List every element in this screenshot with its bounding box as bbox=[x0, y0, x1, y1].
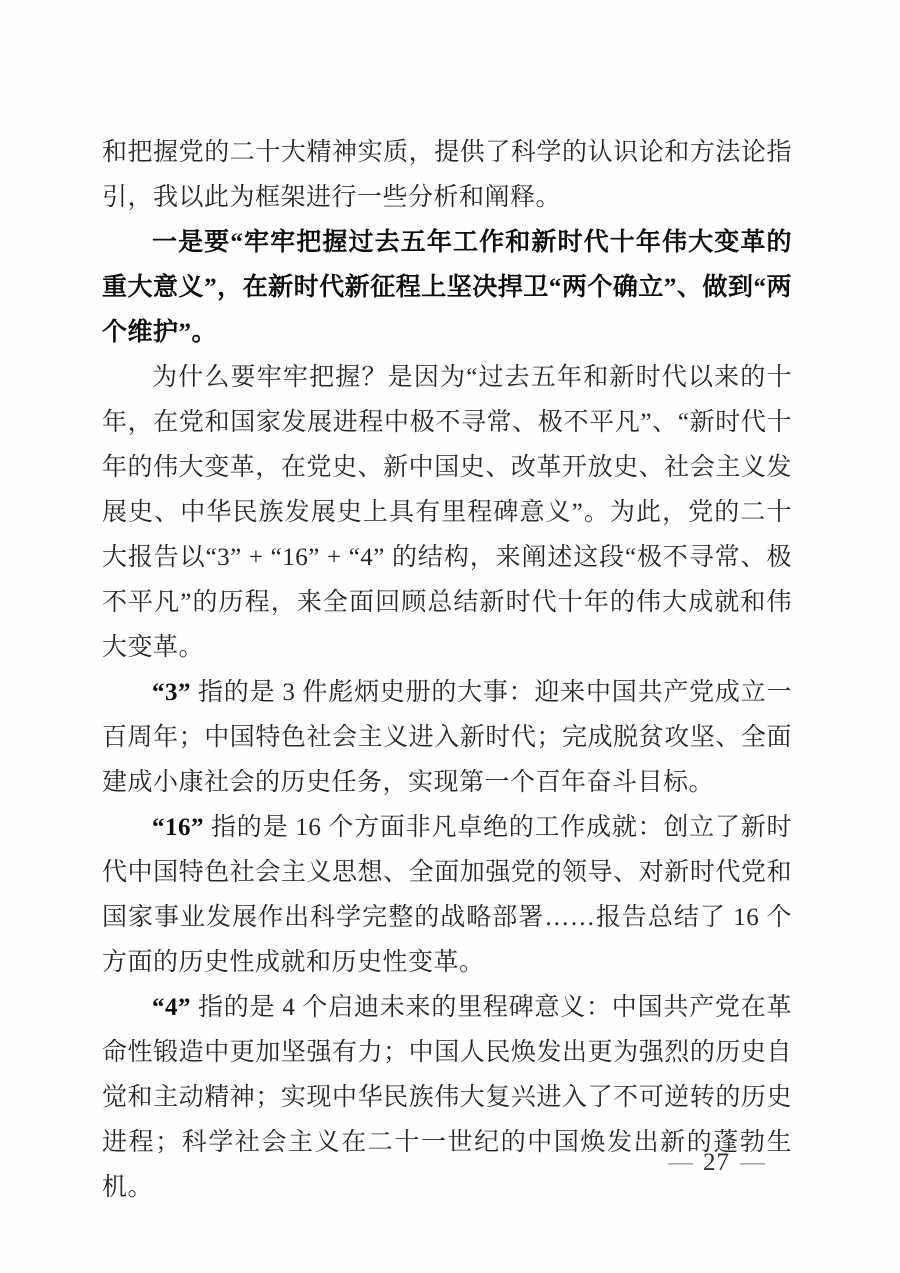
paragraph-sixteen-text: 指的是 16 个方面非凡卓绝的工作成就：创立了新时代中国特色社会主义思想、全面加强党的领导、对新时代党和国家事业发展作出科学完整的战略部署……报告总结了 16 个方面的历史性成就和历史性变革。 bbox=[102, 814, 792, 976]
paragraph-sixteen bbox=[102, 805, 792, 985]
paragraph-four-text: 指的是 4 个启迪未来的里程碑意义：中国共产党在革命性锻造中更加坚强有力；中国人民焕发出更为强烈的历史自觉和主动精神；实现中华民族伟大复兴进入了不可逆转的历史进程；科学社会主义在二十一世纪的中国焕发出新的蓬勃生机。 bbox=[102, 994, 792, 1201]
paragraph-four-lead: “4” bbox=[152, 994, 199, 1021]
paragraph-continuation: 和把握党的二十大精神实质，提供了科学的认识论和方法论指引，我以此为框架进行一些分析和阐释。 bbox=[102, 139, 792, 211]
document-body bbox=[102, 130, 792, 1210]
paragraph-three-lead: “3” bbox=[152, 679, 199, 706]
paragraph-section-heading: 一是要“牢牢把握过去五年工作和新时代十年伟大变革的重大意义”，在新时代新征程上坚决捍卫“两个确立”、做到“两个维护”。 bbox=[102, 229, 792, 346]
paragraph-three-text: 指的是 3 件彪炳史册的大事：迎来中国共产党成立一百周年；中国特色社会主义进入新时代；完成脱贫攻坚、全面建成小康社会的历史任务，实现第一个百年奋斗目标。 bbox=[102, 679, 792, 796]
page-number-value: 27 bbox=[703, 1149, 730, 1176]
page-number-left-dash: — bbox=[668, 1149, 693, 1176]
paragraph-three bbox=[102, 670, 792, 805]
page-number-right-dash: — bbox=[740, 1149, 765, 1176]
page-number bbox=[668, 1146, 765, 1180]
paragraph-why-grasp: 为什么要牢牢把握？是因为“过去五年和新时代以来的十年，在党和国家发展进程中极不寻常、极不平凡”、“新时代十年的伟大变革，在党史、新中国史、改革开放史、社会主义发展史、中华民族发展史上具有里程碑意义”。为此，党的二十大报告以“3” + “16” + “4” 的结构，来阐述这段“极不寻常、极不平凡”的历程，来全面回顾总结新时代十年的伟大成就和伟大变革。 bbox=[102, 364, 792, 661]
paragraph-sixteen-lead: “16” bbox=[152, 814, 212, 841]
